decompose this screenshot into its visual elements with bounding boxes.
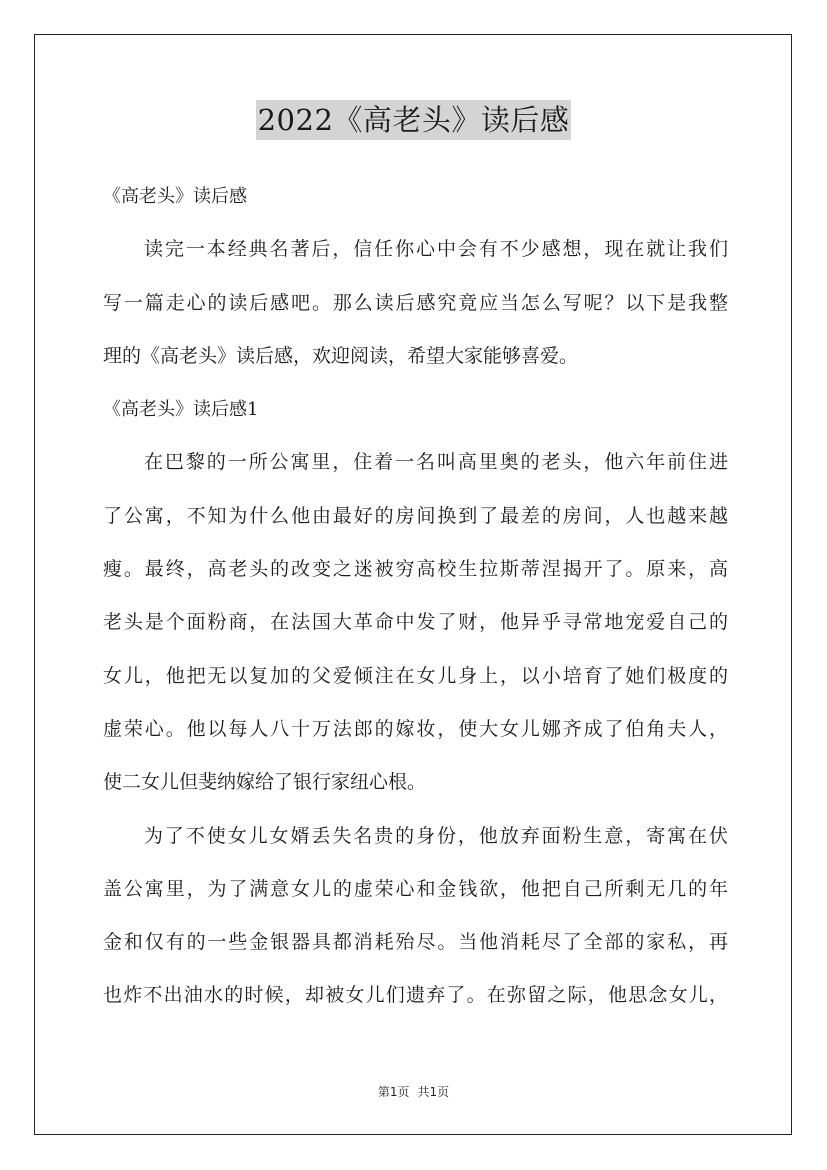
body-line: 读完一本经典名著后，信任你心中会有不少感想，现在就让我们 (144, 238, 728, 261)
body-line: 写一篇走心的读后感吧。那么读后感究竟应当怎么写呢？以下是我整 (103, 291, 728, 314)
body-line: 也炸不出油水的时候，却被女儿们遗弃了。在弥留之际，他思念女儿， (103, 984, 728, 1007)
body-line: 女儿，他把无以复加的父爱倾注在女儿身上，以小培育了她们极度的 (103, 664, 728, 687)
section-heading: 《高老头》读后感 (103, 186, 247, 207)
page-total: 共1页 (417, 1085, 450, 1099)
body-line: 老头是个面粉商，在法国大革命中发了财，他异乎寻常地宠爱自己的 (103, 611, 728, 634)
body-line: 了公寓，不知为什么他由最好的房间换到了最差的房间，人也越来越 (103, 504, 728, 527)
section-heading: 《高老头》读后感1 (103, 399, 259, 421)
document-title: 2022《高老头》读后感 (256, 100, 572, 140)
body-line: 理的《高老头》读后感，欢迎阅读，希望大家能够喜爱。 (103, 344, 579, 367)
body-line: 盖公寓里，为了满意女儿的虚荣心和金钱欲，他把自己所剩无几的年 (103, 877, 728, 900)
body-line: 金和仅有的一些金银器具都消耗殆尽。当他消耗尽了全部的家私，再 (103, 931, 728, 954)
body-line: 为了不使女儿女婿丢失名贵的身份，他放弃面粉生意，寄寓在伏 (144, 824, 728, 847)
body-line: 使二女儿但斐纳嫁给了银行家纽心根。 (103, 771, 427, 794)
page-number: 第1页 (377, 1085, 410, 1099)
body-line: 在巴黎的一所公寓里，住着一名叫高里奥的老头，他六年前住进 (144, 451, 728, 474)
document-body (103, 170, 728, 1023)
title-container (0, 100, 827, 140)
body-line: 虚荣心。他以每人八十万法郎的嫁妆，使大女儿娜齐成了伯角夫人， (103, 717, 728, 740)
body-line: 瘦。最终，高老头的改变之迷被穷高校生拉斯蒂涅揭开了。原来，高 (103, 558, 728, 581)
page-footer (0, 1083, 827, 1100)
